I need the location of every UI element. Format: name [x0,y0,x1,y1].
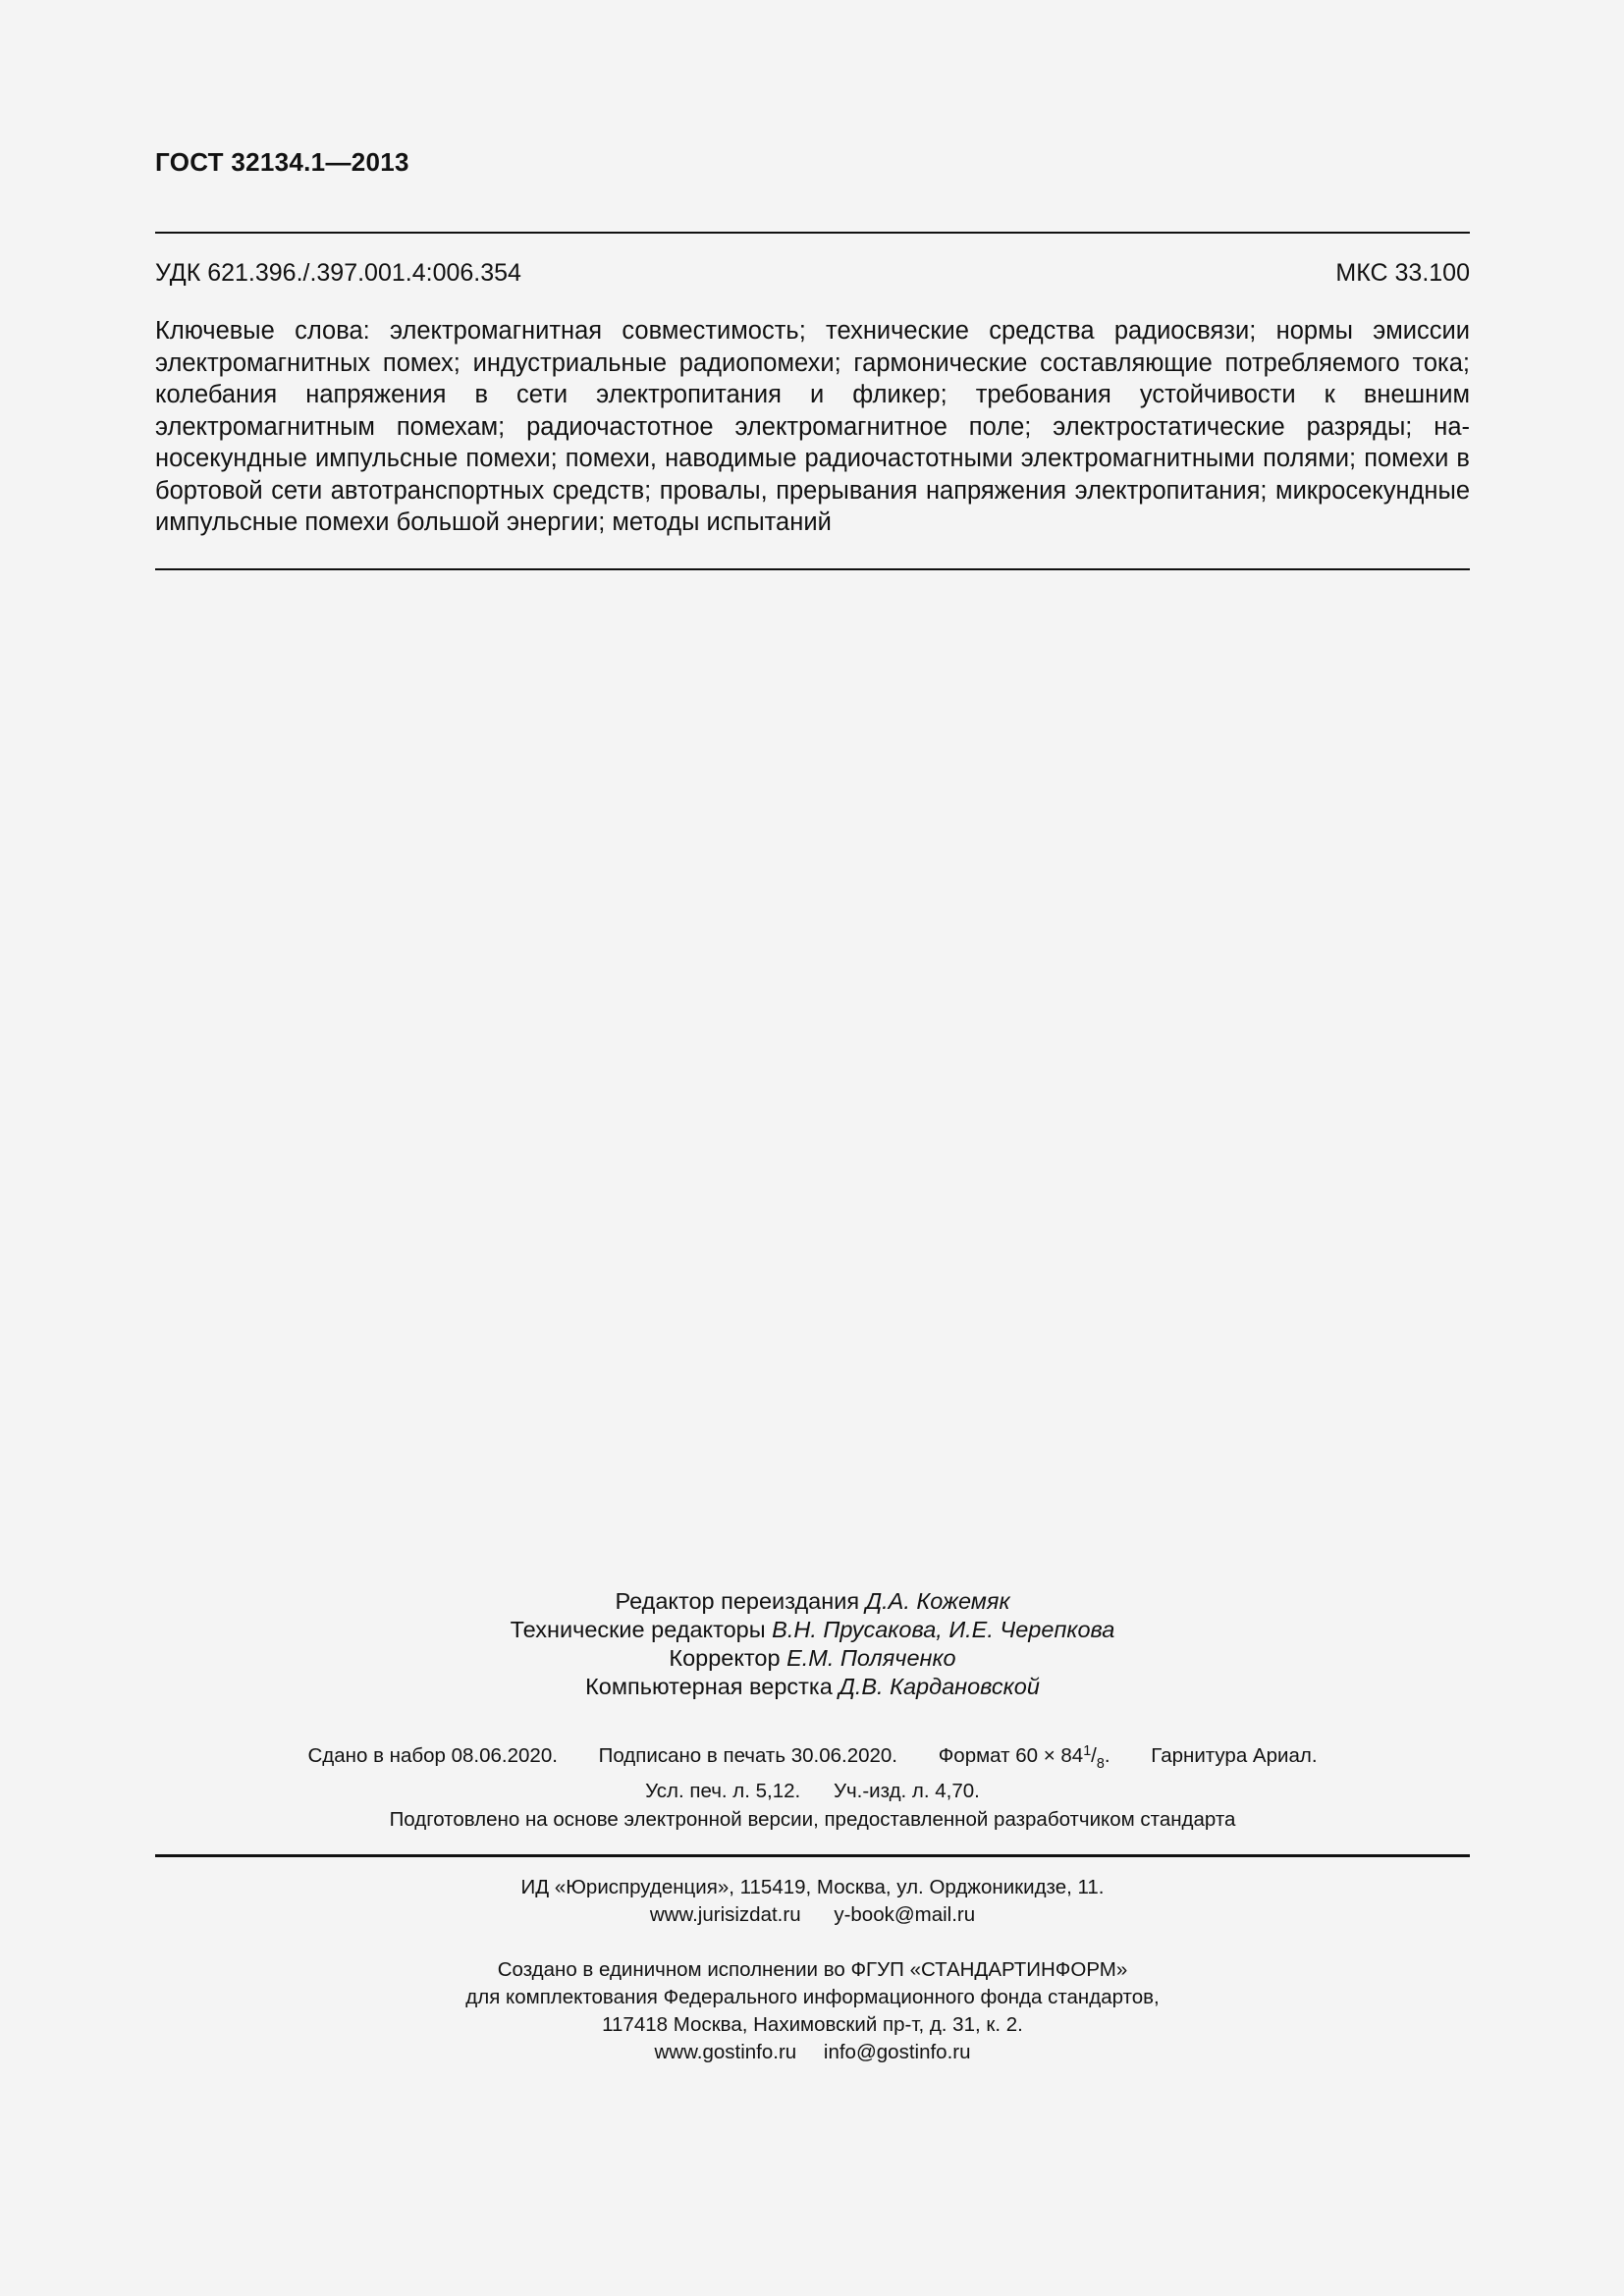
editor-label: Редактор переиздания [615,1588,860,1614]
tech-editors-label: Технические редакторы [510,1617,766,1642]
keywords-line: электромагнитным помехам; радиочастотное электромагнитное поле; электростатические разряды; на- [155,412,1470,441]
proofreader-label: Корректор [669,1645,781,1671]
print-info-block [155,1737,1470,1805]
format-denominator: 8 [1096,1756,1105,1772]
format-numerator: 1 [1083,1743,1092,1759]
keywords-line: электромагнитных помех; индустриальные радиопомехи; гармонические составляющие потребляемого [155,348,1400,377]
standard-designation: ГОСТ 32134.1—2013 [155,147,409,177]
keywords-line: помехи в бортовой сети автотранспортных средств; провалы, прерывания напряжения электропитания; [155,445,1470,505]
archive-line-2: для комплектования Федерального информационного фонда стандартов, [465,1986,1160,2008]
print-sheets: Усл. печ. л. 5,12. [645,1780,801,1802]
editor-name: Д.А. Кожемяк [865,1588,1010,1614]
publisher-block [155,1874,1470,1929]
editor-credit [155,1587,1470,1616]
top-divider [155,232,1470,234]
keywords-line: микросекундные импульсные помехи большой энергии; методы испытаний [155,476,1471,536]
keywords-paragraph [155,315,1470,539]
publisher-email-link[interactable]: y-book@mail.ru [834,1903,976,1926]
keywords-line: тока; колебания напряжения в сети электропитания и фликер; требования устойчивости к внешним [155,348,1470,408]
publisher-links [155,1901,1470,1929]
print-info-line [155,1737,1470,1778]
mks-code: МКС 33.100 [1335,259,1470,287]
proofreader-credit [155,1644,1470,1673]
layout-label: Компьютерная верстка [585,1674,833,1699]
format-slash: / [1091,1744,1097,1767]
udk-code: УДК 621.396./.397.001.4:006.354 [155,259,521,287]
classification-row [155,259,1470,288]
keywords-line: Ключевые слова: электромагнитная совместимость; технические средства радиосвязи; нормы эмиссии [155,317,1470,345]
format-end: . [1104,1744,1110,1767]
keywords-divider [155,568,1470,570]
publisher-sheets: Уч.-изд. л. 4,70. [833,1780,980,1802]
archive-links [155,2039,1470,2066]
archive-block [155,1956,1470,2066]
tech-editors-credit [155,1616,1470,1644]
archive-line-3: 117418 Москва, Нахимовский пр-т, д. 31, к. 2. [602,2013,1023,2036]
publisher-website-link[interactable]: www.jurisizdat.ru [649,1903,801,1926]
format-info [938,1743,1110,1772]
layout-name: Д.В. Кардановской [839,1674,1040,1699]
format-prefix: Формат 60 × 84 [938,1744,1084,1767]
signed-date: Подписано в печать 30.06.2020. [598,1744,897,1767]
archive-email-link[interactable]: info@gostinfo.ru [823,2041,971,2063]
archive-line-1: Создано в единичном исполнении во ФГУП «СТАНДАРТИНФОРМ» [497,1958,1128,1981]
credits-block [155,1587,1470,1701]
publisher-divider [155,1854,1470,1857]
basis-note: Подготовлено на основе электронной версии, предоставленной разработчиком стандарта [389,1808,1236,1831]
tech-editors-names: В.Н. Прусакова, И.Е. Черепкова [772,1617,1115,1642]
submitted-date: Сдано в набор 08.06.2020. [307,1744,558,1767]
archive-website-link[interactable]: www.gostinfo.ru [654,2041,797,2063]
proofreader-name: Е.М. Поляченко [786,1645,956,1671]
keywords-line: носекундные импульсные помехи; помехи, наводимые радиочастотными электромагнитными полями; [155,445,1357,472]
print-sheets-line [155,1778,1470,1805]
typeface-info: Гарнитура Ариал. [1151,1744,1318,1767]
publisher-address: ИД «Юриспруденция», 115419, Москва, ул. Орджоникидзе, 11. [520,1876,1105,1898]
layout-credit [155,1673,1470,1701]
